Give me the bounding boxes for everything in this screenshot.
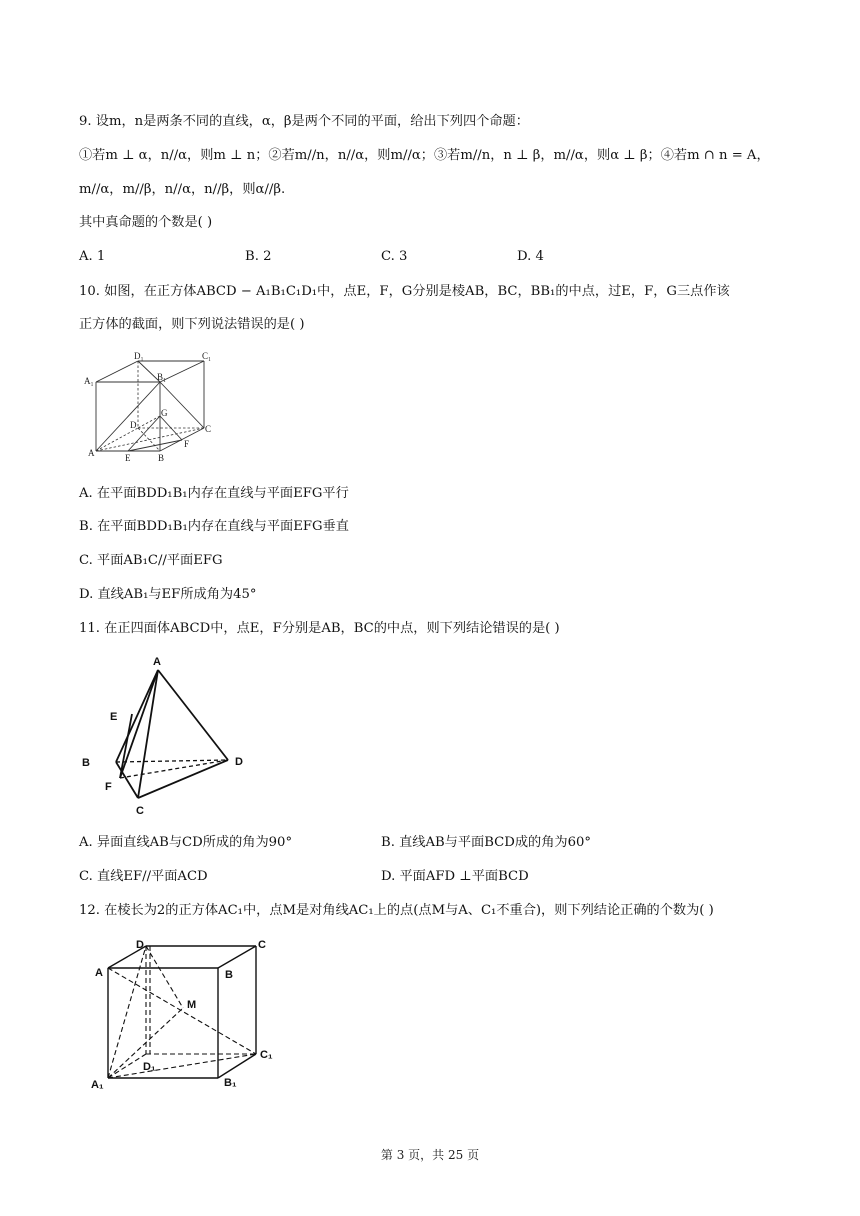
q11-option-c: C. 直线EF//平面ACD (79, 869, 208, 884)
label-d1: D₁ (134, 351, 144, 361)
q9-propositions-line2: m//α，m//β，n//α，n//β，则α//β. (79, 182, 286, 197)
q10-option-c: C. 平面AB₁C//平面EFG (79, 553, 223, 568)
label-g: G (161, 408, 168, 418)
q12-stem: 12. 在棱长为2的正方体AC₁中，点M是对角线AC₁上的点(点M与A、C₁不重合)，则下列结论正确的个数为( ) (79, 903, 714, 918)
label-b: B (82, 757, 90, 769)
label-d1: D₁ (143, 1061, 156, 1073)
q11-tetrahedron-figure (80, 650, 260, 820)
label-d: D (235, 756, 243, 768)
label-c: C (136, 805, 144, 817)
q10-option-d: D. 直线AB₁与EF所成角为45° (79, 587, 257, 602)
q10-stem: 10. 如图，在正方体ABCD − A₁B₁C₁D₁中，点E，F，G分别是棱AB，BC，BB₁的中点，过E，F，G三点作该 (79, 284, 730, 299)
q9-propositions-line1: ①若m ⊥ α，n//α，则m ⊥ n；②若m//n，n//α，则m//α；③若m//n，n ⊥ β，m//α，则α ⊥ β；④若m ∩ n = A， (79, 148, 770, 163)
q10-stem-line2: 正方体的截面，则下列说法错误的是( ) (79, 317, 305, 332)
label-e: E (125, 453, 131, 463)
q9-option-b: B. 2 (245, 249, 272, 264)
page-footer: 第 3 页，共 25 页 (380, 1148, 480, 1162)
label-b: B (158, 453, 165, 463)
q12-cube-figure (88, 936, 288, 1096)
label-m: M (187, 999, 197, 1011)
label-f: F (105, 781, 112, 793)
label-a: A (153, 656, 161, 668)
label-b1: B₁ (224, 1077, 237, 1089)
q9-option-d: D. 4 (517, 249, 544, 264)
q11-option-d: D. 平面AFD ⊥平面BCD (381, 869, 529, 884)
label-a1: A₁ (84, 376, 94, 386)
label-f: F (184, 439, 190, 449)
q11-option-a: A. 异面直线AB与CD所成的角为90° (79, 835, 293, 850)
label-b: B (225, 969, 233, 981)
q9-option-c: C. 3 (381, 249, 408, 264)
label-d: D (130, 420, 137, 430)
q9-option-a: A. 1 (79, 249, 106, 264)
q9-stem: 9. 设m，n是两条不同的直线，α，β是两个不同的平面，给出下列四个命题： (79, 114, 529, 129)
q11-option-b: B. 直线AB与平面BCD成的角为60° (381, 835, 591, 850)
label-a: A (88, 448, 95, 458)
label-a1: A₁ (91, 1079, 104, 1091)
q10-option-a: A. 在平面BDD₁B₁内存在直线与平面EFG平行 (79, 486, 349, 501)
label-c1: C₁ (202, 351, 212, 361)
label-b1: B₁ (157, 372, 167, 382)
label-c: C (205, 424, 212, 434)
q10-option-b: B. 在平面BDD₁B₁内存在直线与平面EFG垂直 (79, 519, 349, 534)
label-a: A (95, 967, 103, 979)
label-d: D (136, 939, 144, 951)
q11-stem: 11. 在正四面体ABCD中，点E，F分别是AB，BC的中点，则下列结论错误的是( ) (79, 621, 560, 636)
q10-cube-figure (80, 348, 220, 466)
label-c1: C₁ (260, 1049, 273, 1061)
label-e: E (110, 711, 118, 723)
q9-question: 其中真命题的个数是( ) (79, 215, 213, 230)
label-c: C (258, 939, 266, 951)
